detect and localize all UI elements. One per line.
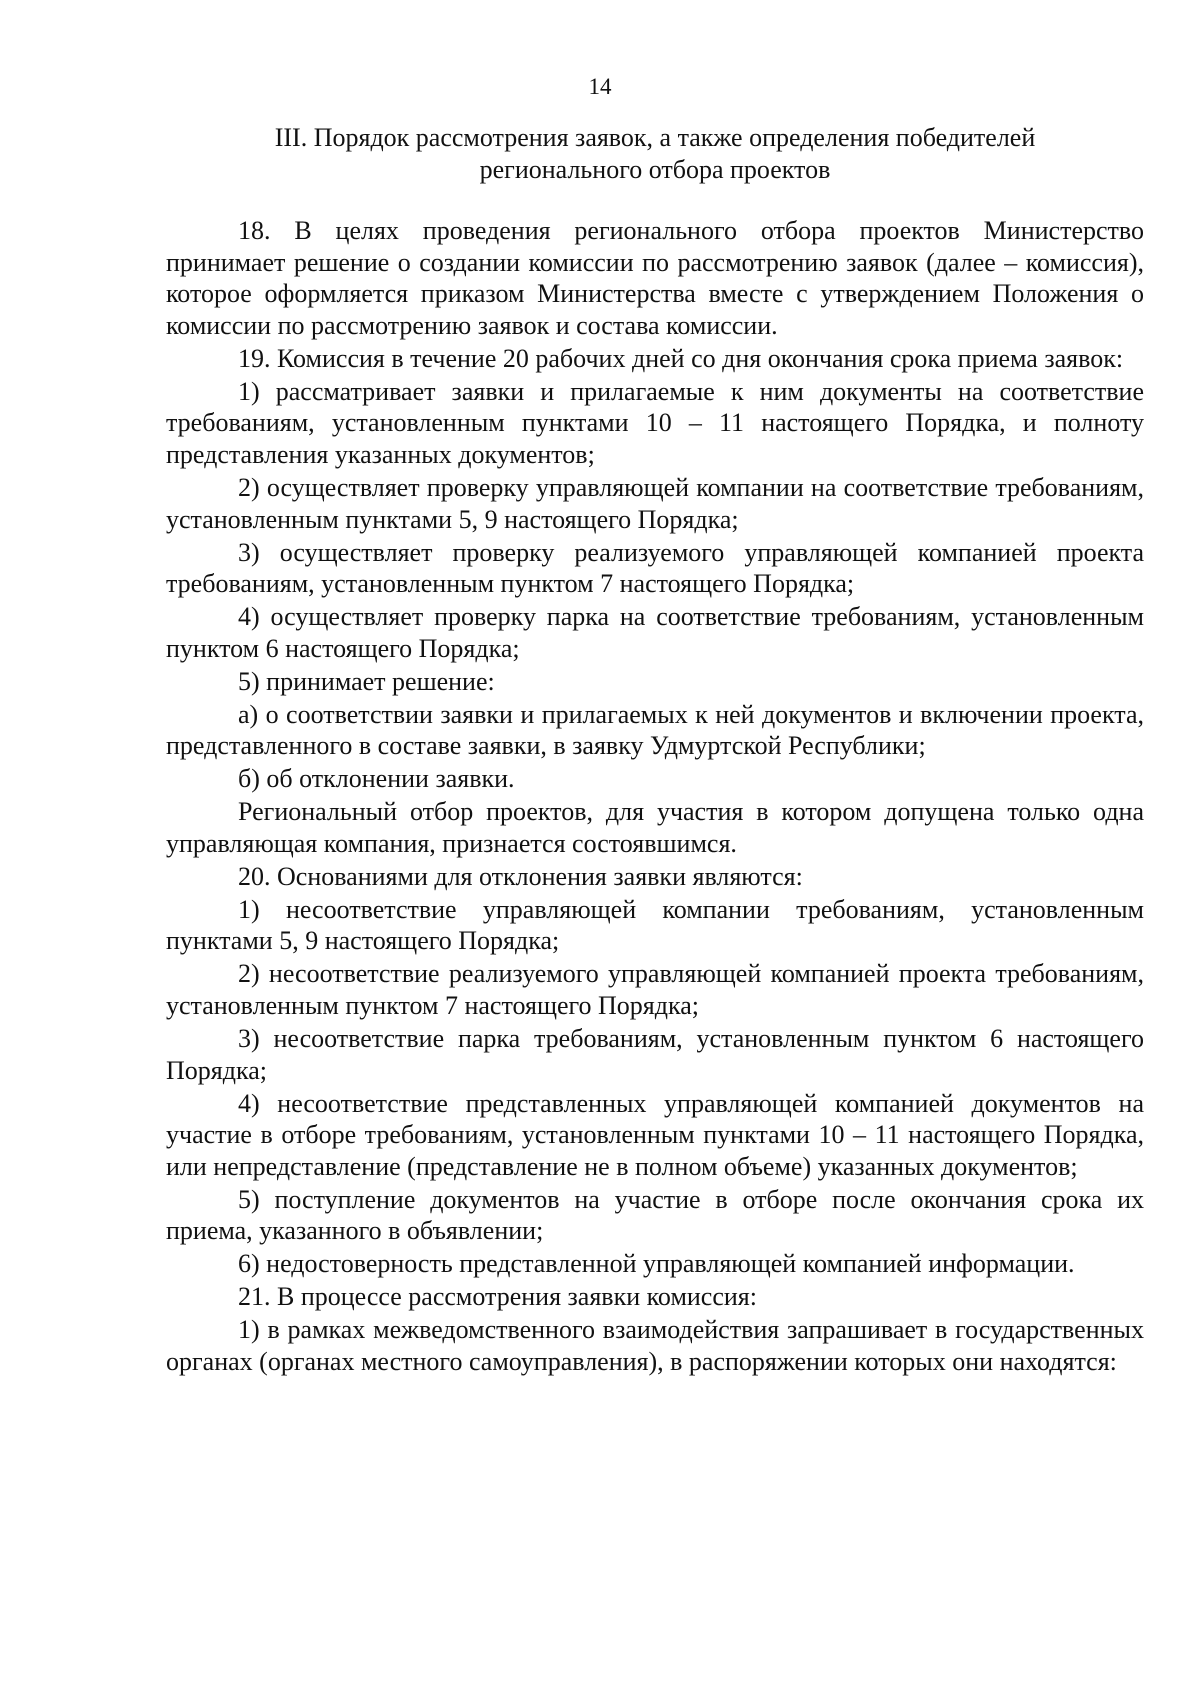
paragraph-19-item-3: 3) осуществляет проверку реализуемого управляющей компанией проекта требованиям, установленным пунктом 7 настоящего Порядка; [166, 537, 1144, 599]
paragraph-20-item-4: 4) несоответствие представленных управляющей компанией документов на участие в отборе требованиям, установленным пунктами 10 – 11 настоящего Порядка, или непредставление (представление не в полном объеме) указанных документов; [166, 1088, 1144, 1181]
paragraph-19-item-2: 2) осуществляет проверку управляющей компании на соответствие требованиям, установленным пунктами 5, 9 настоящего Порядка; [166, 472, 1144, 534]
section-heading [200, 122, 1110, 186]
paragraph-21-item-1: 1) в рамках межведомственного взаимодействия запрашивает в государственных органах (органах местного самоуправления), в распоряжении которых они находятся: [166, 1315, 1144, 1376]
paragraph-21: 21. В процессе рассмотрения заявки комиссия: [238, 1282, 757, 1312]
section-heading-line-2: регионального отбора проектов [479, 155, 831, 184]
paragraph-19: 19. Комиссия в течение 20 рабочих дней со дня окончания срока приема заявок: [238, 343, 1124, 373]
paragraph-20-item-3: 3) несоответствие парка требованиям, установленным пунктом 6 настоящего Порядка; [166, 1023, 1144, 1085]
paragraph-20: 20. Основаниями для отклонения заявки являются: [238, 861, 803, 891]
document-body [166, 215, 1144, 1379]
paragraph-19-subitem-a: а) о соответствии заявки и прилагаемых к ней документов и включении проекта, представленного в составе заявки, в заявку Удмуртской Республики; [166, 699, 1144, 761]
paragraph-20-item-6: 6) недостоверность представленной управляющей компанией информации. [238, 1249, 1075, 1279]
paragraph-19-item-5: 5) принимает решение: [238, 666, 495, 696]
paragraph-19-item-4: 4) осуществляет проверку парка на соответствие требованиям, установленным пунктом 6 настоящего Порядка; [166, 602, 1144, 663]
paragraph-19-subitem-b: б) об отклонении заявки. [238, 764, 515, 794]
section-heading-line-1: III. Порядок рассмотрения заявок, а также определения победителей [274, 123, 1036, 152]
paragraph-20-item-1: 1) несоответствие управляющей компании требованиям, установленным пунктами 5, 9 настоящего Порядка; [166, 894, 1144, 956]
paragraph-regional-selection: Региональный отбор проектов, для участия в котором допущена только одна управляющая компания, признается состоявшимся. [166, 797, 1144, 858]
paragraph-18: 18. В целях проведения регионального отбора проектов Министерство принимает решение о создании комиссии по рассмотрению заявок (далее – комиссия), которое оформляется приказом Министерства вместе с утверждением Положения о комиссии по рассмотрению заявок и состава комиссии. [166, 216, 1144, 340]
paragraph-20-item-5: 5) поступление документов на участие в отборе после окончания срока их приема, указанного в объявлении; [166, 1184, 1144, 1246]
paragraph-20-item-2: 2) несоответствие реализуемого управляющей компанией проекта требованиям, установленным пунктом 7 настоящего Порядка; [166, 959, 1144, 1020]
paragraph-19-item-1: 1) рассматривает заявки и прилагаемые к ним документы на соответствие требованиям, установленным пунктами 10 – 11 настоящего Порядка, и полноту представления указанных документов; [166, 376, 1144, 469]
page-number: 14 [588, 74, 612, 99]
